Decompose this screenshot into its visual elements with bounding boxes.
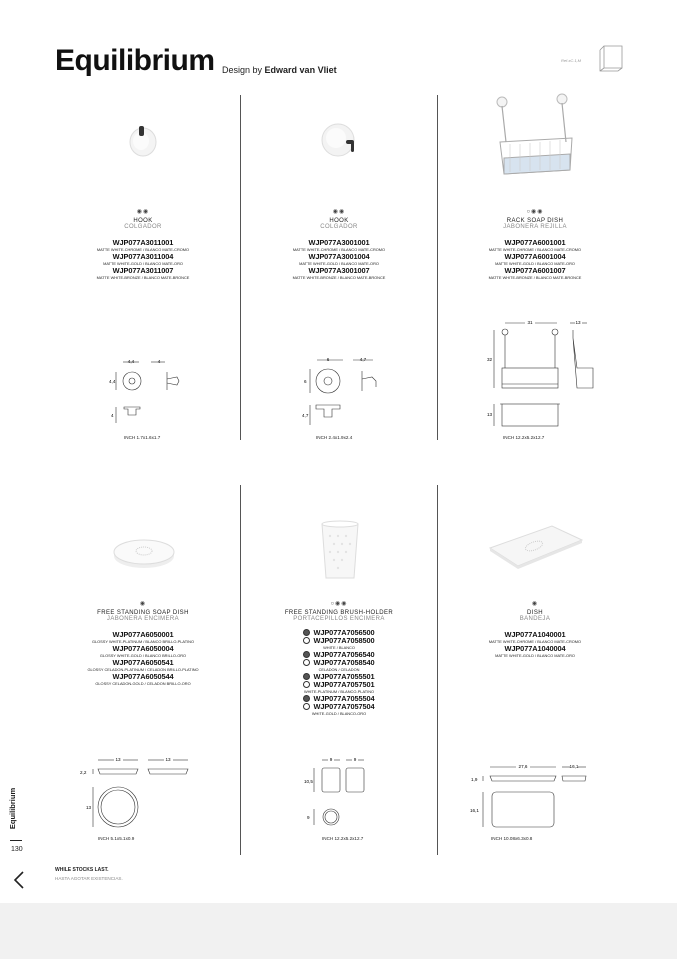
product-name: FREE STANDING SOAP DISH [97,610,189,616]
swatch-icon [303,695,310,702]
product-finish: MATTE WHITE-GOLD / BLANCO MATE-ORO [299,261,379,266]
product-finish: GLOSSY WHITE-GOLD / BLANCO BRILLO-ORO [99,653,187,658]
product-finish: MATTE WHITE-BRONZE / BLANCO MATE-BRONCE [488,275,582,280]
product-name-es: JABONERA REJILLA [503,224,567,230]
product-code: WJP077A7056540 [313,650,375,659]
stock-note: WHILE STOCKS LAST. [55,867,109,873]
swatch-icon [303,637,310,644]
color-swatches: ○◉◉ [330,601,348,607]
product-finish: MATTE WHITE-GOLD / BLANCO MATE-ORO [495,653,575,658]
side-divider [10,840,22,841]
product-name-es: BANDEJA [519,616,551,622]
inch-size: INCH 5.1x5.1x0.9 [98,836,135,841]
product-finish: GLOSSY CELADON-PLATINUM / CELADON BRILLO-PLATINO [87,667,199,672]
dim-dish: 13 [487,412,493,417]
dim-diameter: 13 [86,805,92,810]
dim-depth: 16,1 [470,808,479,813]
dim-height: 4,4 [109,379,116,384]
dim-width: 6 [326,357,330,362]
product-finish: MATTE WHITE-CHROME / BLANCO MATE-CROMO [96,247,190,252]
product-code: WJP077A6050541 [112,658,174,667]
color-swatches: ○◉◉ [526,209,544,215]
product-finish: WHITE / BLANCO [323,645,355,650]
hook-1-dimension-drawing [105,355,185,430]
back-arrow-icon[interactable] [12,870,26,890]
product-code: WJP077A6050004 [112,644,174,653]
product-code: WJP077A3001004 [308,252,370,261]
product-finish: WHITE-GOLD / BLANCO-ORO [311,711,367,716]
product-code: WJP077A7055504 [313,694,375,703]
product-code: WJP077A7058500 [313,636,375,645]
designer-name: Edward van Vliet [264,65,337,75]
hook-disc-photo [318,118,362,160]
product-finish: GLOSSY WHITE-PLATINUM / BLANCO BRILLO-PLATINO [91,639,195,644]
product-finish: MATTE WHITE-GOLD / BLANCO MATE-ORO [495,261,575,266]
swatch-icon [303,703,310,710]
color-swatches: ◉ [139,601,147,607]
color-swatches: ◉◉ [332,209,346,215]
product-name-es: COLGADOR [124,224,162,230]
dim-base: 4 [111,413,114,418]
inch-size: INCH 1.7x1.6x1.7 [124,435,161,440]
rack-dimension-drawing [485,318,600,433]
swatch-icon [303,673,310,680]
product-name: DISH [527,610,543,616]
product-code: WJP077A3011001 [112,238,174,247]
dim-width: 4,4 [127,359,135,364]
product-code: WJP077A7056500 [313,628,375,637]
product-code: WJP077A6001007 [504,266,566,275]
product-finish: CELADON / CELADON [318,667,360,672]
product-finish: MATTE WHITE-GOLD / BLANCO MATE-ORO [103,261,183,266]
product-finish: WHITE-PLATINUM / BLANCO-PLATINO [303,689,375,694]
product-code: WJP077A1040001 [504,630,566,639]
product-finish: MATTE WHITE-CHROME / BLANCO MATE-CROMO [292,247,386,252]
dim-depth: 4,7 [359,357,367,362]
swatch-icon [303,651,310,658]
dim-height: 10,5 [304,779,313,784]
dim-width-2: 9 [353,757,357,762]
dim-height: 2,2 [80,770,87,775]
dish-photo [486,520,584,572]
brush-holder-dimension-drawing [300,755,380,833]
dim-width: 9 [329,757,333,762]
product-name-es: PORTACEPILLOS ENCIMERA [293,616,385,622]
column-divider [437,485,438,855]
product-brush-holder [241,600,437,717]
inch-size: INCH 2.4x1.9x2.4 [316,435,353,440]
dim-width: 16,1 [569,764,579,769]
dim-depth: 4 [157,359,161,364]
side-tab [6,788,20,836]
product-code: WJP077A6050544 [112,672,174,681]
inch-size: INCH 10.08x6.3x0.8 [491,836,533,841]
dim-base: 4,7 [302,413,309,418]
product-code: WJP077A7057504 [313,702,375,711]
product-code: WJP077A3001007 [308,266,370,275]
dim-height: 1,9 [471,777,478,782]
product-finish: GLOSSY CELADON-GOLD / CELADON BRILLO-ORO [95,681,191,686]
brush-holder-photo [316,520,364,582]
dim-width: 31 [527,320,533,325]
hook-2-dimension-drawing [298,353,388,433]
side-tab-label: Equilibrium [8,787,18,830]
color-swatches: ◉◉ [136,209,150,215]
cube-icon [598,44,624,72]
product-code: WJP077A6050001 [112,630,174,639]
dim-height: 32 [487,357,493,362]
product-soap-dish [45,600,241,687]
product-finish: MATTE WHITE-CHROME / BLANCO MATE-CROMO [488,247,582,252]
dim-length: 27,6 [518,764,528,769]
product-name: FREE STANDING BRUSH-HOLDER [284,610,394,616]
dim-depth: 13 [575,320,581,325]
product-finish: MATTE WHITE-CHROME / BLANCO MATE-CROMO [488,639,582,644]
product-dish [437,600,633,659]
designer-credit [222,65,337,75]
dim-diameter: 9 [307,815,310,820]
product-code: WJP077A6001001 [504,238,566,247]
rack-soap-dish-photo [490,92,580,192]
product-finish: MATTE WHITE-BRONZE / BLANCO MATE-BRONCE [96,275,190,280]
dish-dimension-drawing [468,762,593,834]
product-code: WJP077A7057501 [313,680,375,689]
swatch-icon [303,659,310,666]
design-prefix: Design by [222,65,263,75]
inch-size: INCH 12.2x5.2x12.7 [322,836,364,841]
soap-dish-photo [112,532,177,572]
product-hook-1 [45,208,241,281]
product-name: HOOK [329,218,349,224]
product-code: WJP077A7058540 [313,658,375,667]
soap-dish-dimension-drawing [78,755,198,833]
product-code: WJP077A6001004 [504,252,566,261]
product-code: WJP077A3001001 [308,238,370,247]
product-code: WJP077A7055501 [313,672,375,681]
product-code: WJP077A1040004 [504,644,566,653]
page-number: 130 [11,846,23,853]
product-name-es: COLGADOR [320,224,358,230]
product-finish: MATTE WHITE-BRONZE / BLANCO MATE-BRONCE [292,275,386,280]
product-code: WJP077A3011007 [112,266,174,275]
product-name: RACK SOAP DISH [506,218,564,224]
swatch-icon [303,629,310,636]
page-title: Equilibrium [55,44,215,77]
product-rack-soap-dish [437,208,633,281]
corner-label: Ref.xC.1,M [561,58,582,63]
hook-round-photo [125,120,161,160]
product-name-es: JABONERA ENCIMERA [106,616,180,622]
product-name: HOOK [133,218,153,224]
dim-width: 13 [115,757,121,762]
color-swatches: ◉ [531,601,539,607]
stock-note-es: HASTA AGOTAR EXISTENCIAS. [55,876,123,881]
dim-height: 6 [304,379,307,384]
product-code: WJP077A3011004 [112,252,174,261]
dim-width-2: 13 [165,757,171,762]
swatch-icon [303,681,310,688]
product-hook-2 [241,208,437,281]
inch-size: INCH 12.2x5.2x12.7 [503,435,545,440]
